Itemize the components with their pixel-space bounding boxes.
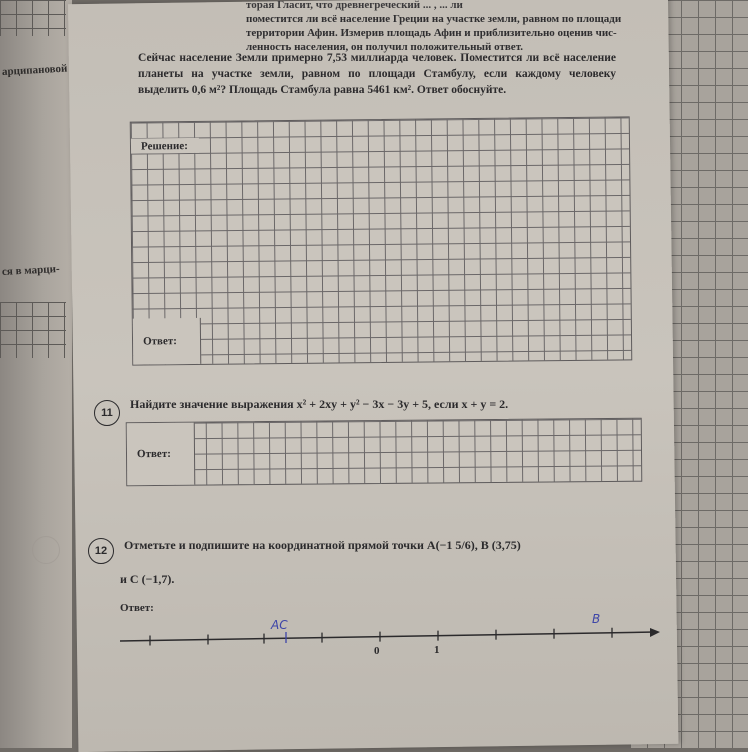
tick-label-0: 0	[374, 645, 380, 657]
intro-line-3: территории Афин. Измерив площадь Афин и приблизительно оценив чис-	[246, 27, 617, 39]
tick-label-1: 1	[434, 644, 440, 656]
task12-text-line2: и C (−1,7).	[120, 572, 175, 586]
intro-line-2: поместится ли всё население Греции на участке земли, равном по площади	[246, 13, 622, 25]
task12-number: 12	[88, 538, 114, 564]
task11-text: Найдите значение выражения x² + 2xy + y² − 3x − 3y + 5, если x + y = 2.	[130, 397, 509, 411]
task10-answer-label: Ответ:	[133, 318, 201, 365]
intro-line-4: ленность населения, он получил положительный ответ.	[246, 41, 524, 53]
task11-answer-label: Ответ:	[127, 423, 196, 486]
task11-number: 11	[94, 400, 120, 426]
left-page-fragment-top: арципановой	[1, 62, 68, 78]
left-page-fragment-mid: ся в марци-	[1, 262, 60, 278]
intro-line-1: торая Гласит, что древнегреческий ... , ... ли	[246, 0, 463, 11]
task10-text: Сейчас население Земли примерно 7,53 миллиарда человек. Поместится ли всё население планеты на участке земли, равном по площади Стамбулу, если каждому человеку выделить 0,6 м²? Площадь Стамбула равна 5461 км². Ответ обоснуйте.	[138, 52, 616, 96]
handwritten-ac-label: AC	[271, 618, 288, 632]
solution-label: Решение:	[131, 138, 199, 154]
task12-answer-label: Ответ:	[120, 602, 154, 614]
number-line-arrow-icon	[650, 628, 660, 637]
number-line-axis	[120, 632, 655, 641]
handwritten-b-label: B	[592, 612, 601, 626]
task12-text-line1: Отметьте и подпишите на координатной прямой точки A(−1 5/6), B (3,75)	[124, 538, 521, 552]
